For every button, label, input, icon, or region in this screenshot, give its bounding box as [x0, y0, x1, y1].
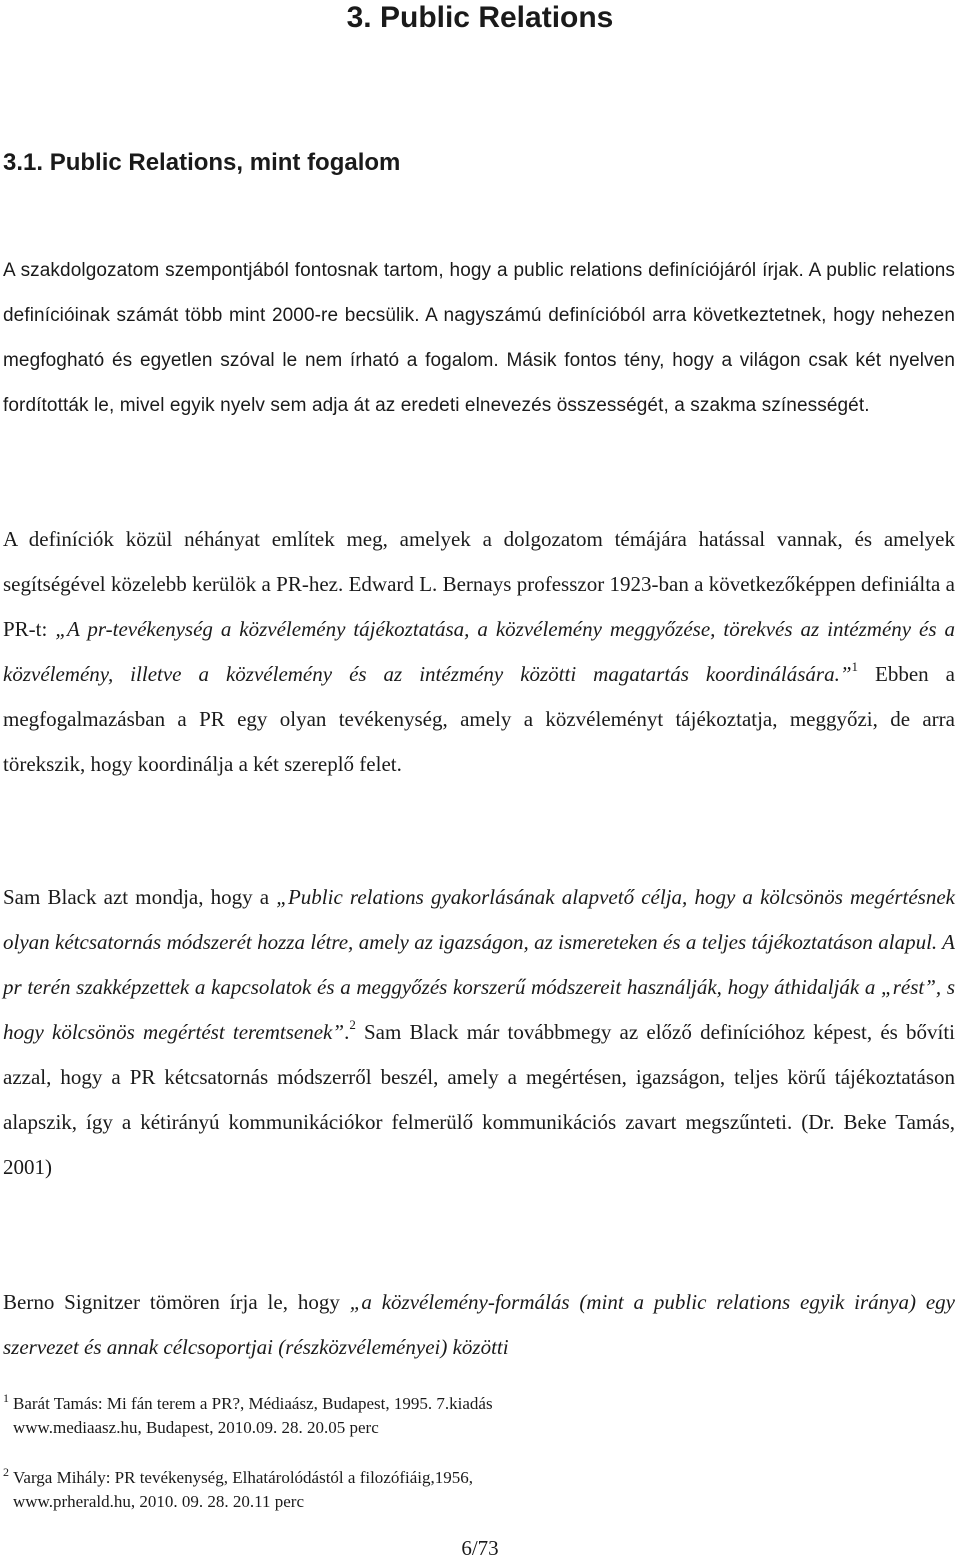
paragraph-text: .: [344, 1020, 350, 1044]
paragraph-text: Ebben a megfogalmazásban a PR egy olyan tevékenység, amely a közvéleményt tájékoztatja, meggyőzi, de arra törekszik, hogy koordinálja a két szereplő felet.: [3, 662, 955, 776]
page-number: 6/73: [461, 1536, 499, 1560]
bernays-quote: „A pr-tevékenység a közvélemény tájékoztatása, a közvélemény meggyőzése, törekvés az intézmény és a közvélemény, illetve a közvélemény és az intézmény közötti magatartás koordinálására.”: [3, 617, 955, 686]
chapter-title: 3. Public Relations: [346, 1, 614, 34]
footnote-number: 2: [3, 1465, 9, 1480]
footnote-number: 1: [3, 1391, 9, 1406]
paragraph-text: Sam Black már továbbmegy az előző definícióhoz képest, és bővíti azzal, hogy a PR kétcsatornás módszerről beszél, amely a megértésen, igazságon, teljes körű tájékoztatáson alapszik, így a kétirányú kommunikációkor felmerülő kommunikációs zavart megszűnteti. (Dr. Beke Tamás, 2001): [3, 1020, 956, 1179]
section-title: 3.1. Public Relations, mint fogalom: [3, 149, 401, 176]
footnote-1: [3, 1392, 943, 1440]
paragraph-signitzer-definition: [3, 1280, 955, 1370]
black-quote: „Public relations gyakorlásának alapvető célja, hogy a kölcsönös megértésnek olyan kétcsatornás módszerét hozza létre, amely az igazságon, az ismereteken és a teljes tájékoztatáson alapul. A pr terén szakképzettek a kapcsolatok és a meggyőzés korszerű módszereit használják, hogy áthidalják a „rést”, s hogy kölcsönös megértést teremtsenek”: [3, 885, 955, 1044]
footnote-source: Varga Mihály: PR tevékenység, Elhatárolódástól a filozófiáig,1956,: [13, 1468, 473, 1487]
footnote-url[interactable]: www.mediaasz.hu, Budapest, 2010.09. 28. 20.05 perc: [13, 1418, 379, 1437]
footnote-url[interactable]: www.prherald.hu, 2010. 09. 28. 20.11 perc: [13, 1492, 304, 1511]
paragraph-text: Sam Black azt mondja, hogy a: [3, 885, 277, 909]
footnote-ref[interactable]: 1: [851, 659, 859, 674]
footnote-ref[interactable]: 2: [349, 1017, 356, 1032]
paragraph-black-definition: [3, 875, 955, 1190]
paragraph-definitions-intro: A szakdolgozatom szempontjából fontosnak tartom, hogy a public relations definíciójáról írjak. A public relations definícióinak számát több mint 2000-re becsülik. A nagyszámú definícióból arra következtetnek, hogy nehezen megfogható és egyetlen szóval le nem írható a fogalom. Másik fontos tény, hogy a világon csak két nyelven fordították le, mivel egyik nyelv sem adja át az eredeti elnevezés összességét, a szakma színességét.: [3, 260, 955, 416]
paragraph-text: A definíciók közül néhányat említek meg, amelyek a dolgozatom témájára hatással vannak, és amelyek segítségével közelebb kerülök a PR-hez. Edward L. Bernays professzor 1923-ban a következőképpen definiálta a PR-t:: [3, 527, 955, 641]
footnote-2: [3, 1466, 943, 1514]
paragraph-signitzer-container: [0, 1280, 960, 1372]
signitzer-quote: „a közvélemény-formálás (mint a public relations egyik iránya) egy szervezet és annak célcsoportjai (részközvéleményei) közötti: [3, 1290, 955, 1359]
paragraph-text: Berno Signitzer tömören írja le, hogy: [3, 1290, 350, 1314]
paragraph-bernays-definition: [3, 517, 955, 787]
footnote-source: Barát Tamás: Mi fán terem a PR?, Médiaász, Budapest, 1995. 7.kiadás: [13, 1394, 493, 1413]
